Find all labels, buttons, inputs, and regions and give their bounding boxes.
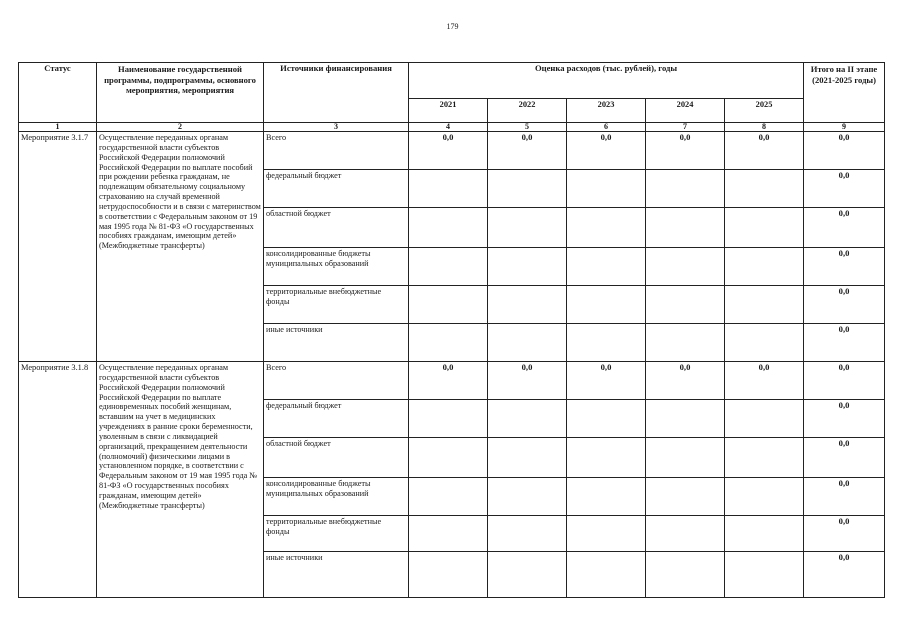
value-cell xyxy=(488,170,567,208)
total-cell: 0,0 xyxy=(804,438,885,478)
value-cell xyxy=(646,552,725,598)
value-cell xyxy=(409,552,488,598)
source-cell: иные источники xyxy=(264,552,409,598)
value-cell xyxy=(567,324,646,362)
total-cell: 0,0 xyxy=(804,552,885,598)
value-cell xyxy=(725,516,804,552)
total-cell: 0,0 xyxy=(804,208,885,248)
value-cell xyxy=(409,400,488,438)
total-cell: 0,0 xyxy=(804,286,885,324)
source-cell: федеральный бюджет xyxy=(264,170,409,208)
value-cell xyxy=(646,324,725,362)
value-cell xyxy=(488,552,567,598)
header-total: Итого на II этапе (2021-2025 годы) xyxy=(804,63,885,123)
value-cell xyxy=(488,324,567,362)
value-cell xyxy=(409,516,488,552)
value-cell xyxy=(488,208,567,248)
column-number: 1 xyxy=(19,123,97,132)
status-cell: Мероприятие 3.1.7 xyxy=(19,132,97,362)
value-cell: 0,0 xyxy=(409,362,488,400)
value-cell xyxy=(567,516,646,552)
value-cell: 0,0 xyxy=(725,362,804,400)
total-cell: 0,0 xyxy=(804,324,885,362)
source-cell: консолидированные бюджеты муниципальных образований xyxy=(264,478,409,516)
activity-name-cell: Осуществление переданных органам государственной власти субъектов Российской Федерации полномочий Российской Федерации по выплате единовременных пособий женщинам, вставшим на учет в медицинских учреждениях в ранние сроки беременности, уволенным в связи с ликвидацией организаций, прекращением деятельности (полномочий) физическими лицами в установленном порядке, в соответствии с Федеральным законом от 19 мая 1995 года № 81-ФЗ «О государственных пособиях гражданам, имеющим детей» (Межбюджетные трансферты) xyxy=(97,362,264,598)
value-cell xyxy=(488,438,567,478)
value-cell xyxy=(409,324,488,362)
column-number: 3 xyxy=(264,123,409,132)
value-cell xyxy=(646,208,725,248)
value-cell xyxy=(488,248,567,286)
value-cell xyxy=(725,170,804,208)
header-year: 2022 xyxy=(488,99,567,123)
status-cell: Мероприятие 3.1.8 xyxy=(19,362,97,598)
value-cell xyxy=(488,516,567,552)
value-cell xyxy=(488,478,567,516)
value-cell xyxy=(567,478,646,516)
column-number: 9 xyxy=(804,123,885,132)
value-cell: 0,0 xyxy=(646,362,725,400)
source-cell: иные источники xyxy=(264,324,409,362)
header-estimate: Оценка расходов (тыс. рублей), годы xyxy=(409,63,804,99)
column-number: 7 xyxy=(646,123,725,132)
source-cell: территориальные внебюджетные фонды xyxy=(264,286,409,324)
column-number: 4 xyxy=(409,123,488,132)
value-cell xyxy=(567,286,646,324)
value-cell xyxy=(725,248,804,286)
value-cell xyxy=(725,438,804,478)
page-number: 179 xyxy=(446,22,459,31)
header-year: 2021 xyxy=(409,99,488,123)
header-status: Статус xyxy=(19,63,97,123)
value-cell xyxy=(488,400,567,438)
total-cell: 0,0 xyxy=(804,362,885,400)
activity-name-cell: Осуществление переданных органам государственной власти субъектов Российской Федерации полномочий Российской Федерации по выплате пособий при рождении ребенка гражданам, не подлежащим обязательному социальному страхованию на случай временной нетрудоспособности и в связи с материнством в соответствии с Федеральным законом от 19 мая 1995 года № 81-ФЗ «О государственных пособиях гражданам, имеющим детей» (Межбюджетные трансферты) xyxy=(97,132,264,362)
value-cell xyxy=(725,324,804,362)
budget-table xyxy=(18,62,885,598)
source-cell: консолидированные бюджеты муниципальных образований xyxy=(264,248,409,286)
value-cell xyxy=(725,400,804,438)
total-cell: 0,0 xyxy=(804,248,885,286)
value-cell: 0,0 xyxy=(488,362,567,400)
total-cell: 0,0 xyxy=(804,478,885,516)
value-cell xyxy=(725,286,804,324)
source-cell: областной бюджет xyxy=(264,208,409,248)
value-cell xyxy=(646,400,725,438)
value-cell: 0,0 xyxy=(725,132,804,170)
table-row xyxy=(19,362,885,400)
source-cell: областной бюджет xyxy=(264,438,409,478)
total-cell: 0,0 xyxy=(804,170,885,208)
column-number: 8 xyxy=(725,123,804,132)
source-cell: Всего xyxy=(264,362,409,400)
source-cell: Всего xyxy=(264,132,409,170)
value-cell xyxy=(646,286,725,324)
value-cell xyxy=(567,438,646,478)
value-cell xyxy=(646,478,725,516)
value-cell xyxy=(567,552,646,598)
value-cell xyxy=(409,286,488,324)
header-year: 2024 xyxy=(646,99,725,123)
value-cell xyxy=(567,170,646,208)
value-cell xyxy=(646,516,725,552)
value-cell: 0,0 xyxy=(567,132,646,170)
source-cell: территориальные внебюджетные фонды xyxy=(264,516,409,552)
value-cell xyxy=(567,400,646,438)
header-year: 2025 xyxy=(725,99,804,123)
column-number: 6 xyxy=(567,123,646,132)
value-cell: 0,0 xyxy=(567,362,646,400)
value-cell xyxy=(725,478,804,516)
source-cell: федеральный бюджет xyxy=(264,400,409,438)
total-cell: 0,0 xyxy=(804,516,885,552)
value-cell xyxy=(646,170,725,208)
value-cell xyxy=(409,478,488,516)
value-cell: 0,0 xyxy=(646,132,725,170)
value-cell xyxy=(409,208,488,248)
total-cell: 0,0 xyxy=(804,400,885,438)
header-sources: Источники финансирования xyxy=(264,63,409,123)
total-cell: 0,0 xyxy=(804,132,885,170)
value-cell xyxy=(646,248,725,286)
value-cell xyxy=(409,170,488,208)
column-number: 2 xyxy=(97,123,264,132)
value-cell xyxy=(567,248,646,286)
value-cell: 0,0 xyxy=(488,132,567,170)
value-cell xyxy=(567,208,646,248)
value-cell xyxy=(409,248,488,286)
value-cell xyxy=(646,438,725,478)
value-cell xyxy=(409,438,488,478)
value-cell xyxy=(488,286,567,324)
value-cell xyxy=(725,208,804,248)
column-number: 5 xyxy=(488,123,567,132)
table-row xyxy=(19,132,885,170)
value-cell: 0,0 xyxy=(409,132,488,170)
header-year: 2023 xyxy=(567,99,646,123)
header-name: Наименование государственной программы, подпрограммы, основного мероприятия, мероприятия xyxy=(97,63,264,123)
value-cell xyxy=(725,552,804,598)
